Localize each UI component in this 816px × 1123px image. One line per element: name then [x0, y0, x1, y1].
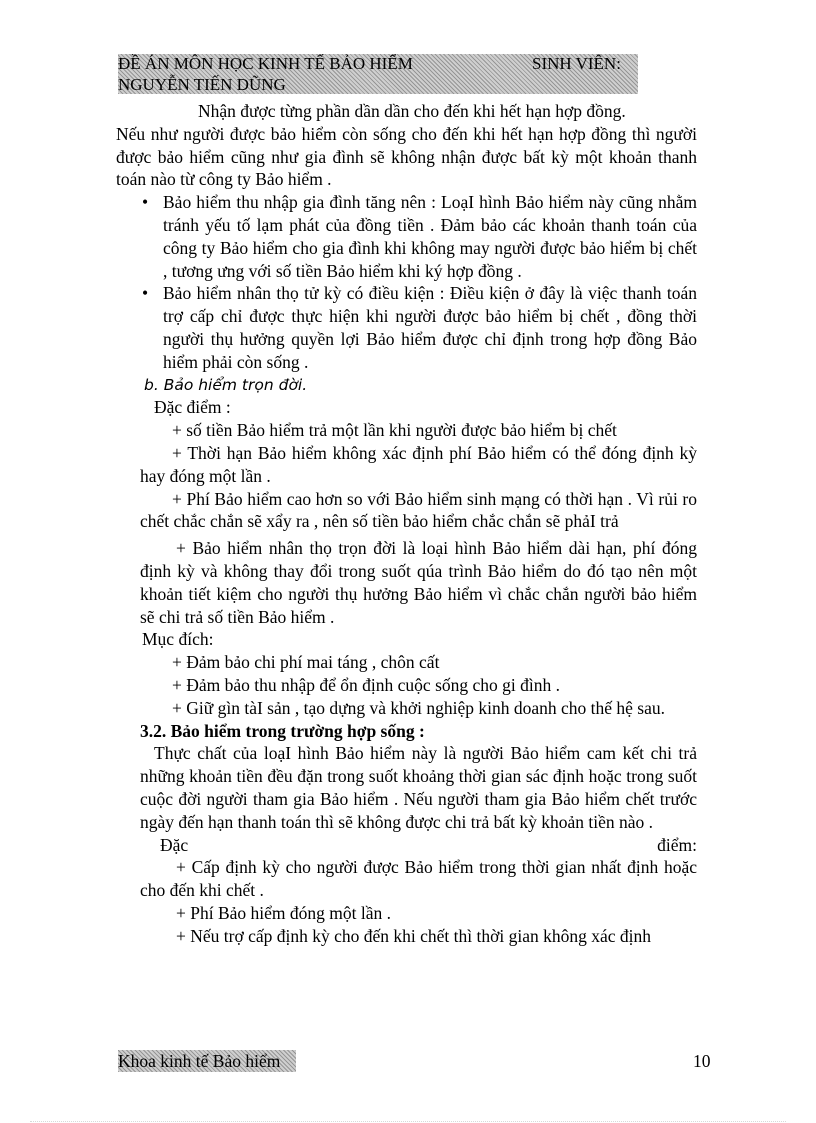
- bullet-icon: •: [142, 283, 149, 304]
- list-item: + Phí Bảo hiểm cao hơn so với Bảo hiểm sinh mạng có thời hạn . Vì rủi ro chết chắc chắn sẽ xẩy ra , nên số tiền bảo hiểm chắc chắn sẽ phảI trả: [140, 488, 697, 532]
- label-diem: điểm:: [657, 834, 697, 855]
- subsection-title: b. Bảo hiểm trọn đời.: [144, 375, 308, 394]
- paragraph: Nếu như người được bảo hiểm còn sống cho đến khi hết hạn hợp đồng thì người được bảo hiểm cũng như gia đình sẽ không nhận được bất kỳ một khoản thanh toán nào từ công ty Bảo hiểm .: [116, 123, 697, 190]
- label-muc-dich: Mục đích:: [142, 629, 214, 650]
- bullet-icon: •: [142, 192, 149, 213]
- page-header: [118, 54, 638, 94]
- bullet-item: [140, 191, 697, 282]
- label-dac-diem: Đặc điểm :: [154, 397, 231, 418]
- bullet-text: Bảo hiểm nhân thọ tử kỳ có điều kiện : Điều kiện ở đây là việc thanh toán trợ cấp chỉ được thực hiện khi người được bảo hiểm bị chết , đồng thời người thụ hưởng quyền lợi Bảo hiểm được chỉ định trong hợp đồng Bảo hiểm phải còn sống .: [163, 283, 697, 372]
- paragraph: Thực chất của loạI hình Bảo hiểm này là người Bảo hiểm cam kết chi trả những khoản tiền đều đặn trong suốt khoảng thời gian sác định hoặc trong suốt cuộc đời người tham gia Bảo hiểm . Nếu người tham gia Bảo hiểm chết trước ngày đến hạn thanh toán thì sẽ không được chi trả bất kỳ khoản tiền nào .: [140, 743, 697, 832]
- header-student-name: NGUYỄN TIẾN DŨNG: [118, 75, 286, 94]
- page-number: 10: [693, 1051, 711, 1071]
- paragraph: Nhận được từng phần dần dần cho đến khi hết hạn hợp đồng.: [198, 101, 626, 121]
- footer-department: Khoa kinh tế Bảo hiểm: [118, 1050, 296, 1072]
- label-dac: Đặc: [160, 834, 189, 855]
- list-item: + Nếu trợ cấp định kỳ cho đến khi chết thì thời gian không xác định: [176, 925, 652, 946]
- list-item: + Phí Bảo hiểm đóng một lần .: [176, 902, 391, 923]
- list-item: + số tiền Bảo hiểm trả một lần khi người được bảo hiểm bị chết: [172, 420, 617, 441]
- list-item: + Giữ gìn tàI sản , tạo dựng và khởi nghiệp kinh doanh cho thế hệ sau.: [172, 697, 665, 718]
- list-item: + Thời hạn Bảo hiểm không xác định phí Bảo hiểm có thể đóng định kỳ hay đóng một lần .: [140, 442, 697, 486]
- header-student-label: SINH VIÊN:: [532, 54, 621, 73]
- page-bottom-divider: [30, 1121, 786, 1122]
- list-item: + Bảo hiểm nhân thọ trọn đời là loại hình Bảo hiểm dài hạn, phí đóng định kỳ và không thay đổi trong suốt qúa trình Bảo hiểm do đó tạo nên một khoản tiết kiệm cho người thụ hưởng Bảo hiểm vì chắc chắn người bảo hiểm sẽ chi trả số tiền Bảo hiểm .: [140, 538, 697, 627]
- bullet-text: Bảo hiểm thu nhập gia đình tăng nên : LoạI hình Bảo hiểm này cũng nhằm tránh yếu tố lạm phát của đồng tiền . Đảm bảo các khoản thanh toán của công ty Bảo hiểm cho gia đình khi không may người được bảo hiểm bị chết , tương ưng với số tiền Bảo hiểm khi ký hợp đồng .: [163, 192, 697, 281]
- label-dac-diem-justified: [140, 834, 697, 857]
- header-title: ĐỀ ÁN MÔN HỌC KINH TẾ BẢO HIỂM: [118, 54, 413, 73]
- section-heading: 3.2. Bảo hiểm trong trường hợp sống :: [140, 720, 425, 741]
- bullet-item: [140, 282, 697, 373]
- list-item: + Đảm bảo chi phí mai táng , chôn cất: [172, 652, 440, 673]
- document-body: [116, 100, 697, 947]
- list-item: + Đảm bảo thu nhập để ổn định cuộc sống cho gi đình .: [172, 674, 560, 695]
- list-item: + Cấp định kỳ cho người được Bảo hiểm trong thời gian nhất định hoặc cho đến khi chết .: [140, 857, 697, 901]
